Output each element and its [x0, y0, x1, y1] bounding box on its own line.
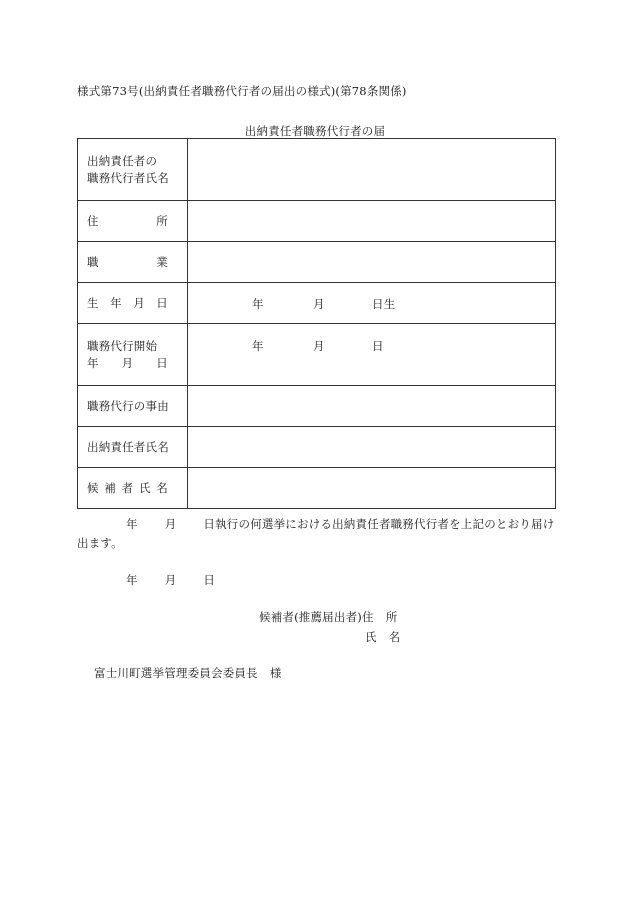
notice-year-unit: 年 [126, 517, 138, 531]
row-start-date [78, 324, 556, 386]
label-char: 職 [87, 254, 99, 269]
label-char: 日 [156, 295, 168, 310]
field-birthdate[interactable] [188, 283, 556, 324]
label-deputy-name-line2: 職務代行者氏名 [87, 170, 169, 185]
label-treasurer-name: 出納責任者氏名 [78, 427, 188, 468]
row-candidate-name [78, 468, 556, 509]
label-char: 日 [156, 355, 168, 370]
label-char: 年 [110, 295, 122, 310]
field-treasurer-name[interactable] [188, 427, 556, 468]
label-char: 所 [156, 213, 168, 228]
date-year-unit: 年 [126, 573, 138, 587]
address-label-char: 住 [361, 610, 374, 624]
notice-body-text: 日執行の何選挙における出納責任者職務代行者を上記のとおり届け [203, 517, 555, 531]
name-label-char: 名 [388, 630, 401, 644]
label-char: 月 [121, 355, 134, 370]
label-reason: 職務代行の事由 [78, 386, 188, 427]
submission-date [126, 572, 215, 588]
notice-month-unit: 月 [164, 517, 177, 531]
document-title: 出納責任者職務代行者の届 [244, 124, 386, 138]
label-char: 業 [156, 254, 168, 269]
signature-address-line [259, 609, 397, 625]
signature-name-line [365, 629, 400, 645]
candidate-label: 候補者(推薦届出者) [259, 610, 362, 624]
addressee [94, 665, 282, 681]
birthdate-month-unit: 月 [313, 297, 325, 311]
label-deputy-name-line1: 出納責任者の [87, 153, 158, 168]
notice-text-line2: 出ます。 [77, 536, 123, 550]
form-number-label: 様式第73号(出納責任者職務代行者の届出の様式)(第78条関係) [77, 84, 407, 98]
date-month-unit: 月 [164, 573, 177, 587]
birthdate-year-unit: 年 [252, 297, 264, 311]
label-birthdate [78, 283, 188, 324]
addressee-name: 富士川町選挙管理委員会委員長 [94, 666, 258, 680]
name-label-char: 氏 [365, 630, 377, 644]
date-day-unit: 日 [203, 573, 216, 587]
label-candidate-name [78, 468, 188, 509]
field-start-date[interactable] [188, 324, 556, 386]
label-char: 住 [87, 213, 99, 228]
start-date-month-unit: 月 [313, 339, 325, 353]
label-start-date-line1: 職務代行開始 [87, 338, 158, 353]
birthdate-day-unit: 日生 [372, 297, 396, 311]
row-address [78, 201, 556, 242]
field-reason[interactable] [188, 386, 556, 427]
notification-form-table [77, 138, 556, 509]
label-char: 者 [121, 480, 134, 495]
row-deputy-name [78, 139, 556, 201]
field-deputy-name[interactable] [188, 139, 556, 201]
field-candidate-name[interactable] [188, 468, 556, 509]
label-occupation [78, 242, 188, 283]
label-char: 氏 [138, 480, 151, 495]
field-address[interactable] [188, 201, 556, 242]
label-start-date [78, 324, 188, 386]
row-reason [78, 386, 556, 427]
row-birthdate [78, 283, 556, 324]
label-char: 補 [104, 480, 117, 495]
addressee-honorific: 様 [269, 666, 282, 680]
field-occupation[interactable] [188, 242, 556, 283]
label-char: 候 [87, 480, 99, 495]
start-date-year-unit: 年 [252, 339, 264, 353]
label-char: 月 [133, 295, 145, 310]
label-char: 年 [87, 355, 99, 370]
label-address [78, 201, 188, 242]
label-deputy-name [78, 139, 188, 201]
address-label-char: 所 [385, 610, 398, 624]
notice-text-line1 [126, 516, 554, 532]
row-occupation [78, 242, 556, 283]
start-date-day-unit: 日 [372, 339, 384, 353]
row-treasurer-name [78, 427, 556, 468]
label-char: 生 [87, 295, 99, 310]
label-char: 名 [156, 480, 168, 495]
